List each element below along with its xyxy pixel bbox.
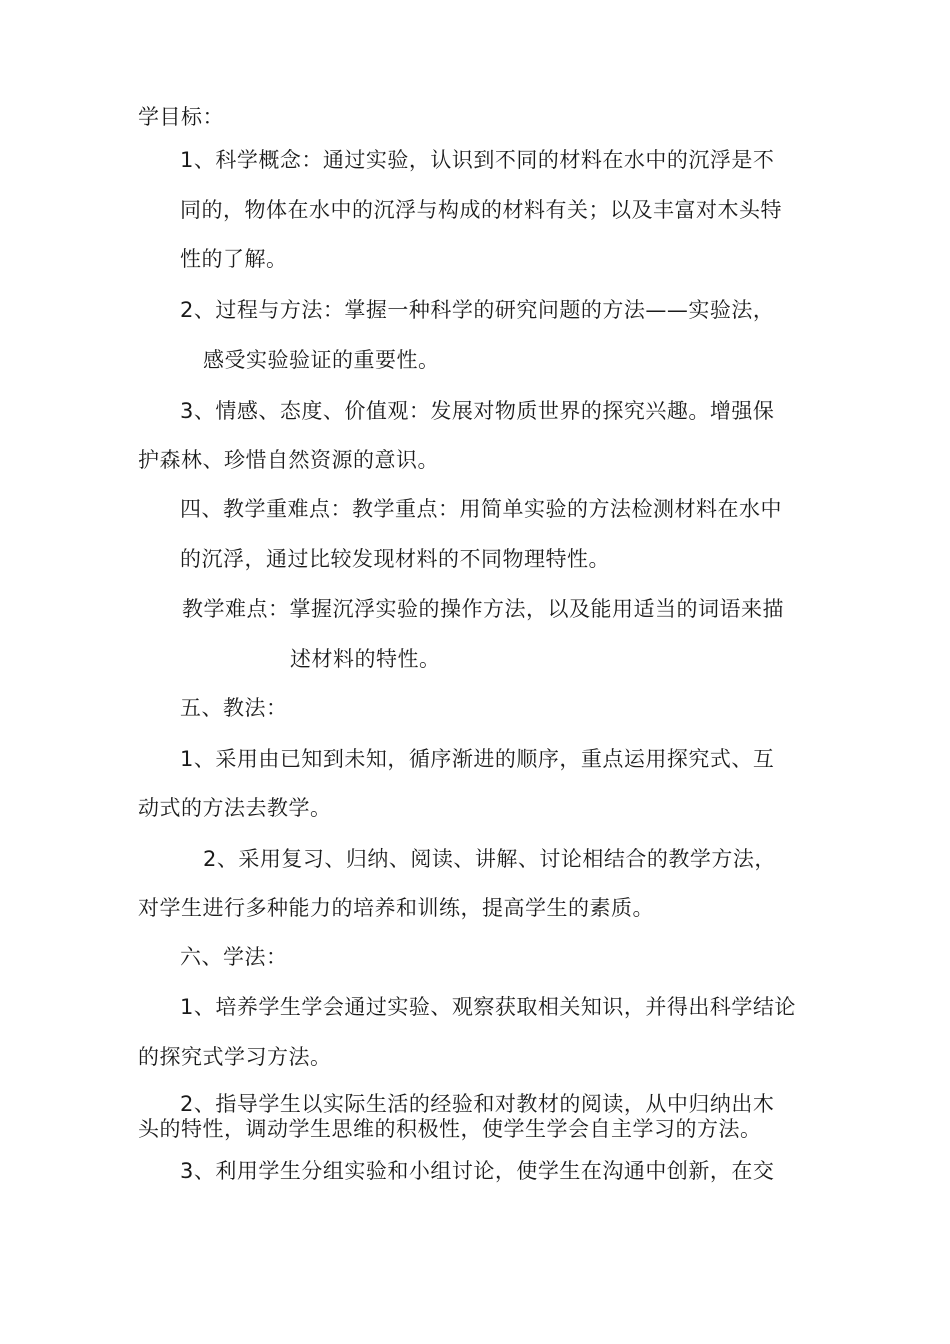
text-line: 学目标： bbox=[138, 105, 224, 129]
text-line: 护森林、珍惜自然资源的意识。 bbox=[138, 448, 439, 472]
text-line: 1、采用由已知到未知，循序渐进的顺序，重点运用探究式、互 bbox=[180, 747, 775, 771]
text-line: 头的特性，调动学生思维的积极性，使学生学会自主学习的方法。 bbox=[138, 1117, 762, 1141]
text-line: 的探究式学习方法。 bbox=[138, 1045, 332, 1069]
text-line: 1、科学概念：通过实验，认识到不同的材料在水中的沉浮是不 bbox=[180, 148, 775, 172]
text-line: 六、学法： bbox=[180, 945, 288, 969]
text-line: 2、采用复习、归纳、阅读、讲解、讨论相结合的教学方法， bbox=[203, 847, 776, 871]
text-line: 对学生进行多种能力的培养和训练，提高学生的素质。 bbox=[138, 896, 654, 920]
text-line: 性的了解。 bbox=[180, 247, 288, 271]
text-line: 2、过程与方法：掌握一种科学的研究问题的方法——实验法， bbox=[180, 298, 775, 322]
text-line: 同的，物体在水中的沉浮与构成的材料有关；以及丰富对木头特 bbox=[180, 198, 782, 222]
text-line: 3、利用学生分组实验和小组讨论，使学生在沟通中创新，在交 bbox=[180, 1159, 775, 1183]
text-line: 四、教学重难点：教学重点：用简单实验的方法检测材料在水中 bbox=[180, 497, 782, 521]
text-line: 感受实验验证的重要性。 bbox=[203, 348, 440, 372]
text-line: 3、情感、态度、价值观：发展对物质世界的探究兴趣。增强保 bbox=[180, 399, 775, 423]
text-line: 动式的方法去教学。 bbox=[138, 796, 332, 820]
text-line: 2、指导学生以实际生活的经验和对教材的阅读，从中归纳出木 bbox=[180, 1092, 775, 1116]
text-line: 1、培养学生学会通过实验、观察获取相关知识，并得出科学结论 bbox=[180, 995, 796, 1019]
text-line: 的沉浮，通过比较发现材料的不同物理特性。 bbox=[180, 547, 610, 571]
text-line: 教学难点：掌握沉浮实验的操作方法，以及能用适当的词语来描 bbox=[182, 597, 784, 621]
text-line: 五、教法： bbox=[180, 696, 288, 720]
text-line: 述材料的特性。 bbox=[290, 647, 441, 671]
